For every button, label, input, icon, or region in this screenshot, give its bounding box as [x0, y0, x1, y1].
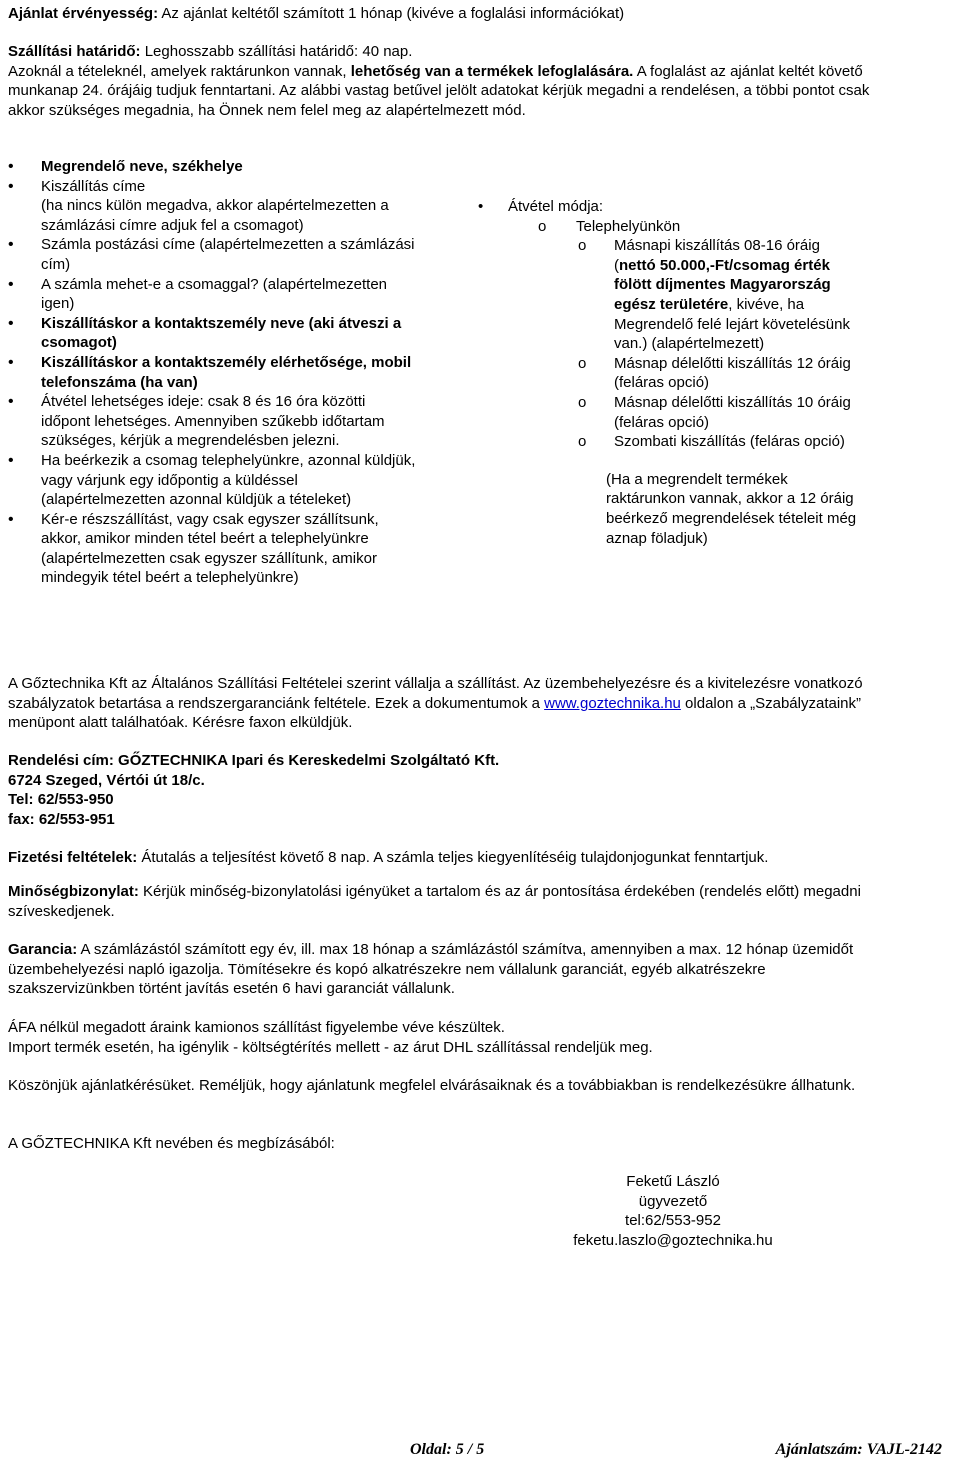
- pickup-site: o Telephelyünkön: [538, 217, 681, 235]
- address-phone: Tel: 62/553-950: [8, 791, 114, 809]
- list-item: • Kiszállításkor a kontaktszemély neve (aki átveszi a csomagot): [8, 314, 418, 353]
- list-item: • Számla postázási címe (alapértelmezetten a számlázási cím): [8, 235, 418, 274]
- same-day-note: (Ha a megrendelt termékek raktárunkon vannak, akkor a 12 óráig beérkező megrendelések tételeit még aznap föladjuk): [606, 470, 857, 547]
- thanks-paragraph: Köszönjük ajánlatkérésüket. Reméljük, hogy ajánlatunk megfelel elvárásaiknak és a továbbiakban is rendelkezésükre állhatunk.: [8, 1077, 856, 1094]
- warranty-paragraph: Garancia: A számlázástól számított egy év, ill. max 18 hónap a számlázástól számítva, amennyiben a max. 12 hónap üzemidőt üzembehelyezési napló igazolja. Tömítésekre és kopó alkatrészekre nem vállalunk garanciát, egyéb alkatrészekre szakszervizünkben történt javítás esetén 6 havi garanciát vállalunk.: [8, 941, 854, 998]
- option-saturday: o Szombati kiszállítás (feláras opció): [578, 433, 845, 451]
- on-behalf-line: A GŐZTECHNIKA Kft nevében és megbízásából:: [8, 1135, 335, 1152]
- order-address: Rendelési cím: GŐZTECHNIKA Ipari és Kereskedelmi Szolgáltató Kft.: [8, 752, 500, 769]
- address-block: [8, 751, 888, 829]
- list-item: • Megrendelő neve, székhelye: [8, 157, 418, 177]
- pickup-options: [478, 197, 898, 548]
- page-number: Oldal: 5 / 5: [410, 1441, 485, 1458]
- list-item: • Kiszállítás címe (ha nincs külön megadva, akkor alapértelmezetten a számlázási címre adjuk fel a csomagot): [8, 177, 418, 236]
- list-item: • Kér-e részszállítást, vagy csak egyszer szállítsunk, akkor, amikor minden tétel beért a telephelyünkre (alapértelmezetten csak egyszer szállítunk, amikor mindegyik tétel beért a telephelyünkre): [8, 510, 418, 588]
- signer-phone: tel:62/553-952: [625, 1212, 721, 1230]
- address-city: 6724 Szeged, Vértói út 18/c.: [8, 771, 205, 789]
- signer-email: feketu.laszlo@goztechnika.hu: [573, 1231, 773, 1249]
- address-fax: fax: 62/553-951: [8, 810, 115, 828]
- validity-label: Ajánlat érvényesség:: [8, 5, 159, 22]
- quality-paragraph: Minőségbizonylat: Kérjük minőség-bizonylatolási igényüket a tartalom és az ár pontosítása érdekében (rendelés előtt) megadni szíveskedjenek.: [8, 883, 861, 920]
- list-item: • A számla mehet-e a csomaggal? (alapértelmezetten igen): [8, 275, 418, 314]
- list-item: • Kiszállításkor a kontaktszemély elérhetősége, mobil telefonszáma (ha van): [8, 353, 418, 392]
- order-data-list: [8, 157, 418, 588]
- website-link[interactable]: www.goztechnika.hu: [544, 694, 681, 712]
- signer-name: Feketű László: [626, 1173, 720, 1190]
- terms-paragraph: A Gőztechnika Kft az Általános Szállítási Feltételei szerint vállalja a szállítást. Az üzembehelyezésre és a kivitelezésre vonatkozó szabályzatok betartása a rendszergaranciánk feltétele. Ezek a dokumentumok a www.goztechnika.hu oldalon a „Szabályzataink” menüpont alatt találhatóak. Kérésre faxon elküldjük.: [8, 675, 863, 732]
- signature-block: [558, 1172, 788, 1250]
- pickup-heading: • Átvétel módja:: [478, 197, 898, 217]
- shipping-line2c: A foglalást az ajánlat keltét követő munkanap 24. órájáig tudjuk fenntartani. Az alábbi vastag betűvel jelölt adatokat kérjük megadni a rendelésen, a többi pontot csak akkor szükséges megadnia, ha Önnek nem felel meg az alapértelmezett mód.: [8, 62, 870, 119]
- shipping-paragraph: [8, 42, 888, 120]
- option-10: o Másnap délelőtti kiszállítás 10 óráig (feláras opció): [578, 393, 851, 431]
- shipping-line2b: lehetőség van a termékek lefoglalására.: [350, 62, 634, 80]
- list-item: • Ha beérkezik a csomag telephelyünkre, azonnal küldjük, vagy várjunk egy időpontig a küldéssel (alapértelmezetten azonnal küldjük a tételeket): [8, 451, 418, 510]
- shipping-label: Szállítási határidő:: [8, 43, 141, 60]
- list-item: • Átvétel lehetséges ideje: csak 8 és 16 óra közötti időpont lehetséges. Amennyiben szűkebb időtartam szükséges, kérjük a megrendelésben jelezni.: [8, 392, 418, 451]
- validity-text: Az ajánlat keltétől számított 1 hónap (kivéve a foglalási információkat): [158, 5, 625, 22]
- option-12: o Másnap délelőtti kiszállítás 12 óráig (feláras opció): [578, 354, 851, 392]
- option-next-day: o Másnapi kiszállítás 08-16 óráig (nettó 50.000,-Ft/csomag érték fölött díjmentes Magyarország egész területére, kivéve, ha Megrendelő felé lejárt követelésünk van.) (alapértelmezett): [578, 237, 850, 353]
- signer-title: ügyvezető: [638, 1192, 708, 1210]
- payment-line: Fizetési feltételek: Átutalás a teljesítést követő 8 nap. A számla teljes kiegyenlítéséig tulajdonjogunkat fenntartjuk.: [8, 849, 769, 866]
- shipping-text: Leghosszabb szállítási határidő: 40 nap.: [140, 43, 413, 60]
- shipping-line2a: Azoknál a tételeknél, amelyek raktárunkon vannak,: [8, 62, 351, 80]
- offer-number: Ajánlatszám: VAJL-2142: [775, 1441, 942, 1458]
- validity-line: [8, 4, 888, 24]
- vat-paragraph: ÁFA nélkül megadott áraink kamionos szállítást figyelembe véve készültek. Import termék esetén, ha igénylik - költségtérítés mellett - az árut DHL szállítással rendeljük meg.: [8, 1019, 653, 1056]
